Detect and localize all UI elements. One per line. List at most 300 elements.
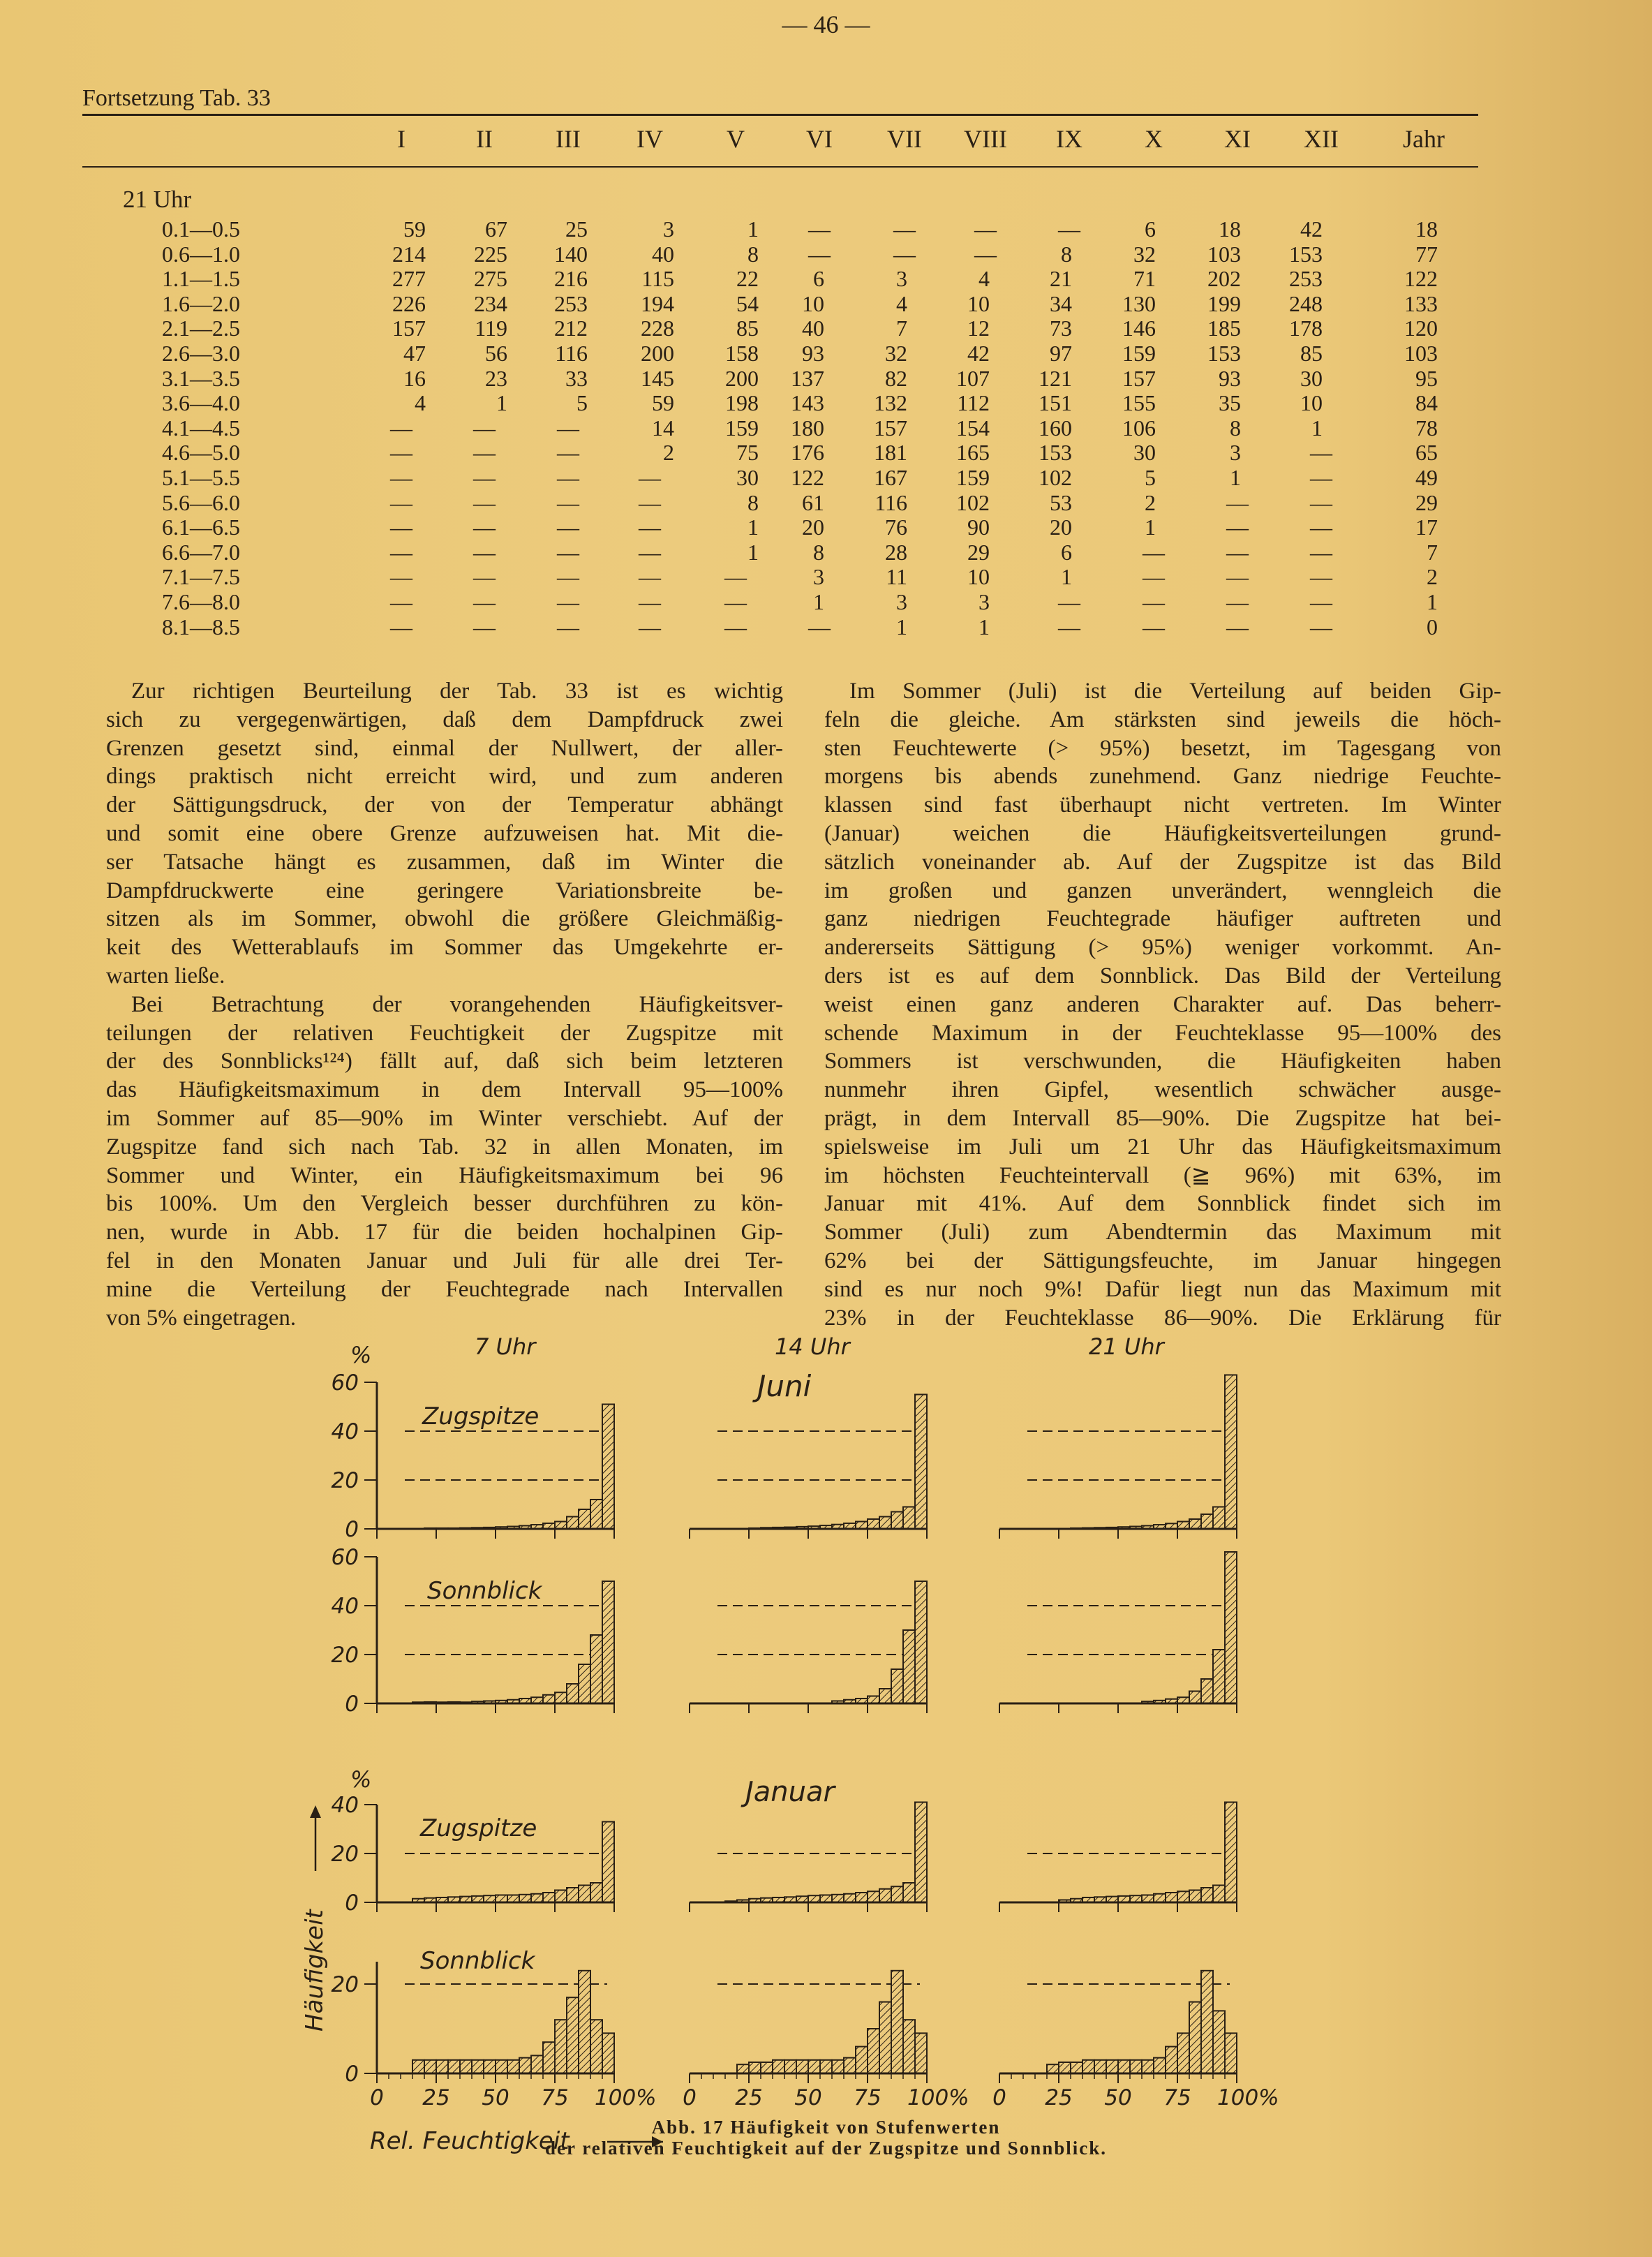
table-cell: — (390, 489, 412, 515)
row-label: 5.6—6.0 (162, 489, 240, 515)
y-tick-label: 60 (331, 1545, 359, 1570)
table-cell: — (473, 489, 496, 515)
table-cell: 137 (791, 365, 824, 391)
table-cell: 212 (554, 316, 588, 341)
text-line: Grenzen gesetzt sind, einmal der Nullwert, der aller- (106, 735, 783, 761)
table-cell: 7 (896, 316, 907, 341)
histogram-panel (690, 1581, 927, 1713)
text-line: fel in den Monaten Januar und Juli für alle drei Ter- (106, 1248, 783, 1273)
table-cell: 225 (474, 241, 507, 267)
col-header-ix: IX (1056, 125, 1082, 153)
histogram-panel (690, 1395, 927, 1539)
table-cell: 198 (725, 390, 759, 416)
x-tick-label: 50 (1104, 2085, 1132, 2110)
table-cell: 226 (392, 290, 426, 316)
text-line: Im Sommer (Juli) ist die Verteilung auf beiden Gip- (849, 679, 1501, 704)
table-cell: — (473, 415, 496, 441)
histogram-bar (590, 2020, 602, 2073)
row-label: 2.6—3.0 (162, 341, 240, 366)
table-cell: 133 (1404, 290, 1438, 316)
table-cell: 40 (802, 316, 824, 341)
histogram-bar (903, 1507, 915, 1530)
histogram-bar (579, 1971, 590, 2073)
table-cell: — (808, 614, 831, 639)
table-cell: — (1310, 515, 1332, 540)
histogram-bar (1082, 2060, 1094, 2073)
table-cell: — (557, 440, 579, 466)
table-cell: 145 (641, 365, 674, 391)
table-cell: — (473, 614, 496, 639)
table-cell: 216 (554, 266, 588, 292)
histogram-bar (1142, 1895, 1154, 1903)
y-tick-label: 40 (331, 1793, 359, 1818)
histogram-bar (579, 1509, 590, 1529)
histogram-bar (1213, 1507, 1225, 1530)
table-cell: 20 (1050, 515, 1072, 540)
text-line: der des Sonnblicks¹²⁴) fällt auf, daß sich beim letzteren (106, 1049, 783, 1074)
table-cell: 159 (956, 465, 990, 490)
text-line: schende Maximum in der Feuchteklasse 95—100% des (824, 1020, 1501, 1046)
table-cell: — (1143, 614, 1165, 639)
table-cell: 12 (967, 316, 990, 341)
text-line: warten ließe. (106, 963, 225, 989)
table-cell: 34 (1050, 290, 1072, 316)
table-cell: — (473, 564, 496, 590)
table-cell: 42 (967, 341, 990, 366)
table-cell: — (1310, 489, 1332, 515)
histogram-bar (448, 2060, 460, 2073)
histogram-bar (1201, 1888, 1213, 1902)
table-cell: — (639, 489, 661, 515)
table-cell: — (724, 614, 747, 639)
y-tick-label: 0 (345, 2062, 359, 2087)
table-group-label: 21 Uhr (123, 186, 192, 213)
histogram-panel (999, 1803, 1237, 1913)
table-cell: 7 (1427, 539, 1438, 565)
x-tick-label: 100% (595, 2085, 657, 2110)
y-tick-label: 40 (331, 1419, 359, 1444)
table-cell: — (639, 515, 661, 540)
histogram-bar (602, 1822, 614, 1903)
page-number: — 46 — (782, 10, 870, 38)
x-tick-label: 100% (1217, 2085, 1279, 2110)
text-line: Zur richtigen Beurteilung der Tab. 33 ist es wichtig (131, 679, 783, 704)
table-cell: — (724, 589, 747, 614)
histogram-bar (1225, 1552, 1237, 1703)
table-cell: 1 (496, 390, 507, 416)
table-cell: 4 (978, 266, 990, 292)
table-cell: 75 (736, 440, 759, 466)
table-cell: 121 (1039, 365, 1072, 391)
table-cell: 153 (1207, 341, 1241, 366)
histogram-panel (999, 1552, 1237, 1713)
histogram-bar (519, 2058, 531, 2073)
table-cell: — (1058, 614, 1080, 639)
histogram-bar (1094, 2060, 1106, 2073)
x-tick-label: 75 (854, 2085, 881, 2110)
histogram-bar (567, 1997, 579, 2073)
table-cell: 158 (725, 341, 759, 366)
histogram-bar (1177, 1891, 1189, 1902)
table-cell: 1 (978, 614, 990, 639)
table-cell: 8 (1230, 415, 1241, 441)
text-line: morgens bis abends zunehmend. Ganz niedrige Feuchte- (824, 764, 1501, 790)
histogram-bar (891, 1512, 903, 1530)
table-cell: — (1226, 515, 1249, 540)
histogram-bar (915, 2033, 927, 2073)
table-cell: 93 (1219, 365, 1241, 391)
table-cell: — (557, 564, 579, 590)
table-cell: — (390, 465, 412, 490)
table-cell: 8 (813, 539, 824, 565)
table-cell: — (557, 415, 579, 441)
text-line: dings praktisch nicht erreicht wird, und zum anderen (106, 764, 783, 790)
histogram-bar (832, 1895, 844, 1902)
row-label: 4.1—4.5 (162, 415, 240, 441)
y-unit-label: % (350, 1342, 372, 1368)
histogram-bar (749, 2062, 761, 2073)
histogram-bar (602, 1581, 614, 1703)
histogram-bar (567, 1684, 579, 1703)
col-header-iv: IV (637, 125, 663, 153)
table-cell: 5 (576, 390, 588, 416)
table-cell: 65 (1415, 440, 1438, 466)
histogram-bar (844, 2058, 856, 2073)
table-cell: 1 (1311, 415, 1323, 441)
row-label: 2.1—2.5 (162, 316, 240, 341)
table-cell: — (557, 489, 579, 515)
table-cell: 103 (1207, 241, 1241, 267)
table-cell: — (1310, 440, 1332, 466)
table-cell: 49 (1415, 465, 1438, 490)
table-cell: 90 (967, 515, 990, 540)
table-cell: 32 (1133, 241, 1156, 267)
table-cell: — (473, 539, 496, 565)
x-tick-label: 50 (482, 2085, 509, 2110)
table-cell: 228 (641, 316, 674, 341)
table-cell: — (1143, 564, 1165, 590)
month-label-januar: Januar (745, 1776, 835, 1808)
table-cell: 6 (813, 266, 824, 292)
histogram-bar (891, 1971, 903, 2073)
table-cell: 21 (1050, 266, 1072, 292)
x-tick-label: 25 (735, 2085, 763, 2110)
table-cell: 1 (1061, 564, 1072, 590)
table-cell: 14 (652, 415, 674, 441)
table-cell: — (1226, 589, 1249, 614)
text-column-right (824, 677, 1501, 1332)
table-cell: 194 (641, 290, 674, 316)
table-cell: 253 (1289, 266, 1323, 292)
text-line: Sommers ist verschwunden, die Häufigkeiten haben (824, 1049, 1501, 1074)
text-line: 23% in der Feuchteklasse 86—90%. Die Erklärung für (824, 1305, 1501, 1331)
histogram-bar (1189, 2002, 1201, 2073)
table-cell: 20 (802, 515, 824, 540)
table-cell: 153 (1289, 241, 1323, 267)
table-cell: 35 (1219, 390, 1241, 416)
histogram-bar (602, 2033, 614, 2073)
histogram-bar (903, 2020, 915, 2073)
time-label-21-uhr: 21 Uhr (1089, 1333, 1164, 1360)
table-cell: 200 (641, 341, 674, 366)
text-line: prägt, in dem Intervall 85—90%. Die Zugspitze hat bei- (824, 1105, 1501, 1131)
text-line: im höchsten Feuchteintervall (≧ 96%) mit 63%, im (824, 1162, 1501, 1188)
table-cell: 151 (1039, 390, 1072, 416)
histogram-panel (690, 1803, 927, 1913)
histogram-bar (1071, 2062, 1082, 2073)
histogram-bar (915, 1395, 927, 1530)
row-label: 4.6—5.0 (162, 440, 240, 466)
table-cell: 59 (652, 390, 674, 416)
table-cell: — (390, 564, 412, 590)
histogram-bar (856, 1522, 868, 1530)
histogram-bar (507, 2060, 519, 2073)
table-cell: — (808, 241, 831, 267)
col-header-vii: VII (887, 125, 922, 153)
histogram-bar (567, 1888, 579, 1902)
y-tick-label: 20 (331, 1468, 359, 1493)
text-line: (Januar) weichen die Häufigkeitsverteilungen grund- (824, 820, 1501, 846)
table-cell: 165 (956, 440, 990, 466)
table-cell: — (974, 241, 997, 267)
histogram-bar (1213, 1650, 1225, 1703)
table-cell: 157 (874, 415, 907, 441)
x-tick-label: 0 (992, 2085, 1006, 2110)
table-cell: 107 (956, 365, 990, 391)
text-line: ganz niedrigen Feuchtegrade häufiger auftreten und (824, 906, 1501, 932)
y-tick-label: 40 (331, 1594, 359, 1619)
table-cell: 2 (1427, 564, 1438, 590)
histogram-bar (472, 2060, 484, 2073)
row-label: 3.6—4.0 (162, 390, 240, 416)
table-cell: 154 (956, 415, 990, 441)
table-cell: 18 (1219, 216, 1241, 242)
histogram-bar (579, 1886, 590, 1903)
y-axis-label: Häufigkeit (301, 1909, 329, 2032)
table-cell: 202 (1207, 266, 1241, 292)
histogram-bar (543, 1695, 555, 1703)
table-cell: 1 (813, 589, 824, 614)
table-cell: 40 (652, 241, 674, 267)
table-cell: 4 (896, 290, 907, 316)
col-header-xi: XI (1224, 125, 1251, 153)
table-cell: 157 (1122, 365, 1156, 391)
table-cell: 102 (956, 489, 990, 515)
histogram-bar (460, 2060, 472, 2073)
table-cell: 29 (1415, 489, 1438, 515)
table-cell: 1 (1427, 589, 1438, 614)
row-label: 3.1—3.5 (162, 365, 240, 391)
histogram-bar (555, 1890, 567, 1903)
histogram-bar (868, 1696, 879, 1704)
histogram-bar (1189, 1519, 1201, 1529)
text-line: sätzlich voneinander ab. Auf der Zugspitze ist das Bild (824, 849, 1501, 875)
month-label-juni: Juni (757, 1369, 812, 1403)
row-label: 8.1—8.5 (162, 614, 240, 639)
table-cell: 112 (957, 390, 990, 416)
histogram-bar (844, 1894, 856, 1902)
table-cell: — (724, 564, 747, 590)
table-cell: 25 (565, 216, 588, 242)
table-cell: 10 (967, 564, 990, 590)
table-cell: 1 (747, 515, 759, 540)
text-line: Sommer (Juli) zum Abendtermin das Maximum mit (824, 1220, 1501, 1245)
table-cell: — (390, 415, 412, 441)
text-line: klassen sind fast überhaupt nicht vertreten. Im Winter (824, 792, 1501, 818)
table-cell: — (1143, 589, 1165, 614)
table-cell: 93 (802, 341, 824, 366)
histogram-bar (590, 1883, 602, 1902)
table-cell: 253 (554, 290, 588, 316)
table-cell: — (557, 539, 579, 565)
y-tick-label: 0 (345, 1517, 359, 1542)
histogram-panel (690, 1971, 927, 2083)
text-line: 62% bei der Sättigungsfeuchte, im Januar hingegen (824, 1248, 1501, 1273)
histogram-bar (1154, 2058, 1166, 2073)
text-line: von 5% eingetragen. (106, 1305, 297, 1331)
histogram-bar (590, 1635, 602, 1703)
histogram-bar (1177, 1522, 1189, 1530)
table-cell: 6 (1145, 216, 1156, 242)
table-cell: — (557, 515, 579, 540)
table-cell: 122 (1404, 266, 1438, 292)
station-label-sonnblick: Sonnblick (420, 1947, 535, 1975)
table-cell: 76 (885, 515, 907, 540)
histogram-bar (1118, 2060, 1130, 2073)
histogram-bar (531, 2055, 543, 2073)
histogram-bar (1225, 1803, 1237, 1903)
table-cell: 71 (1133, 266, 1156, 292)
table-cell: 18 (1415, 216, 1438, 242)
table-cell: 78 (1415, 415, 1438, 441)
figure-caption-line-1: Abb. 17 Häufigkeit von Stufenwerten (651, 2117, 1001, 2138)
table-cell: 119 (475, 316, 507, 341)
table-cell: — (639, 614, 661, 639)
table-cell: 22 (736, 266, 759, 292)
table-cell: 1 (1145, 515, 1156, 540)
histogram-bar (868, 1519, 879, 1529)
table-cell: — (1310, 589, 1332, 614)
row-label: 6.6—7.0 (162, 539, 240, 565)
x-tick-label: 75 (541, 2085, 569, 2110)
table-cell: 130 (1122, 290, 1156, 316)
histogram-bar (519, 1895, 531, 1902)
station-label-sonnblick: Sonnblick (427, 1577, 542, 1605)
x-tick-label: 75 (1163, 2085, 1191, 2110)
table-cell: 1 (747, 216, 759, 242)
text-line: nunmehr ihren Gipfel, wesentlich schwächer ausge- (824, 1077, 1501, 1103)
histogram-bar (567, 1517, 579, 1530)
row-label: 1.6—2.0 (162, 290, 240, 316)
col-header-ii: II (476, 125, 493, 153)
y-tick-label: 60 (331, 1370, 359, 1396)
histogram-bar (412, 2060, 424, 2073)
histogram-bar (579, 1664, 590, 1703)
table-cell: 185 (1207, 316, 1241, 341)
table-cell: — (1310, 465, 1332, 490)
table-cell: — (639, 465, 661, 490)
table-cell: 143 (791, 390, 824, 416)
histogram-bar (602, 1405, 614, 1530)
table-cell: 29 (967, 539, 990, 565)
time-label-7-uhr: 7 Uhr (475, 1333, 536, 1360)
table-cell: 77 (1415, 241, 1438, 267)
table-cell: 277 (392, 266, 426, 292)
x-tick-label: 0 (370, 2085, 384, 2110)
table-cell: 4 (415, 390, 426, 416)
table-header-rule (82, 166, 1478, 168)
text-line: keit des Wetterablaufs im Sommer das Umgekehrte er- (106, 935, 783, 961)
table-cell: 0 (1427, 614, 1438, 639)
table-cell: 59 (403, 216, 426, 242)
table-cell: — (808, 216, 831, 242)
table-cell: 3 (896, 266, 907, 292)
text-line: im Sommer auf 85—90% im Winter verschiebt. Auf der (106, 1105, 783, 1131)
table-cell: 42 (1300, 216, 1323, 242)
y-tick-label: 0 (345, 1692, 359, 1717)
table-cell: 54 (736, 290, 759, 316)
table-cell: — (390, 440, 412, 466)
row-label: 7.6—8.0 (162, 589, 240, 614)
table-cell: 159 (725, 415, 759, 441)
table-cell: 120 (1404, 316, 1438, 341)
table-cell: 167 (874, 465, 907, 490)
table-cell: — (1310, 564, 1332, 590)
text-line: Zugspitze fand sich nach Tab. 32 in allen Monaten, im (106, 1134, 783, 1160)
table-cell: — (1058, 216, 1080, 242)
y-unit-label: % (350, 1766, 372, 1793)
text-line: nen, wurde in Abb. 17 für die beiden hochalpinen Gip- (106, 1220, 783, 1245)
histogram-bar (773, 2060, 784, 2073)
table-cell: 155 (1122, 390, 1156, 416)
row-label: 0.6—1.0 (162, 241, 240, 267)
table-cell: 115 (641, 266, 674, 292)
table-cell: 106 (1122, 415, 1156, 441)
table-cell: — (639, 589, 661, 614)
text-line: und somit eine obere Grenze aufzuweisen hat. Mit die- (106, 820, 783, 846)
row-label: 5.1—5.5 (162, 465, 240, 490)
table-cell: 33 (565, 365, 588, 391)
table-top-rule (82, 114, 1478, 116)
table-cell: — (974, 216, 997, 242)
histogram-bar (1201, 1971, 1213, 2073)
table-cell: 178 (1289, 316, 1323, 341)
table-cell: 153 (1039, 440, 1072, 466)
table-cell: — (639, 564, 661, 590)
table-cell: 140 (554, 241, 588, 267)
table-cell: — (1310, 539, 1332, 565)
col-header-xii: XII (1304, 125, 1339, 153)
col-header-viii: VIII (964, 125, 1007, 153)
histogram-bar (484, 2060, 496, 2073)
table-cell: — (1226, 614, 1249, 639)
table-cell: 176 (791, 440, 824, 466)
table-cell: 8 (747, 241, 759, 267)
histogram-bar (424, 2060, 436, 2073)
histogram-bar (1130, 2060, 1142, 2073)
table-cell: — (1310, 614, 1332, 639)
table-cell: 199 (1207, 290, 1241, 316)
table-cell: 23 (485, 365, 507, 391)
time-label-14-uhr: 14 Uhr (775, 1333, 850, 1360)
x-tick-label: 25 (1045, 2085, 1073, 2110)
table-cell: 8 (747, 489, 759, 515)
text-line: teilungen der relativen Feuchtigkeit der Zugspitze mit (106, 1020, 783, 1046)
histogram-bar (891, 1669, 903, 1703)
histogram-bar (507, 1895, 519, 1903)
table-cell: 17 (1415, 515, 1438, 540)
table-cell: 47 (403, 341, 426, 366)
